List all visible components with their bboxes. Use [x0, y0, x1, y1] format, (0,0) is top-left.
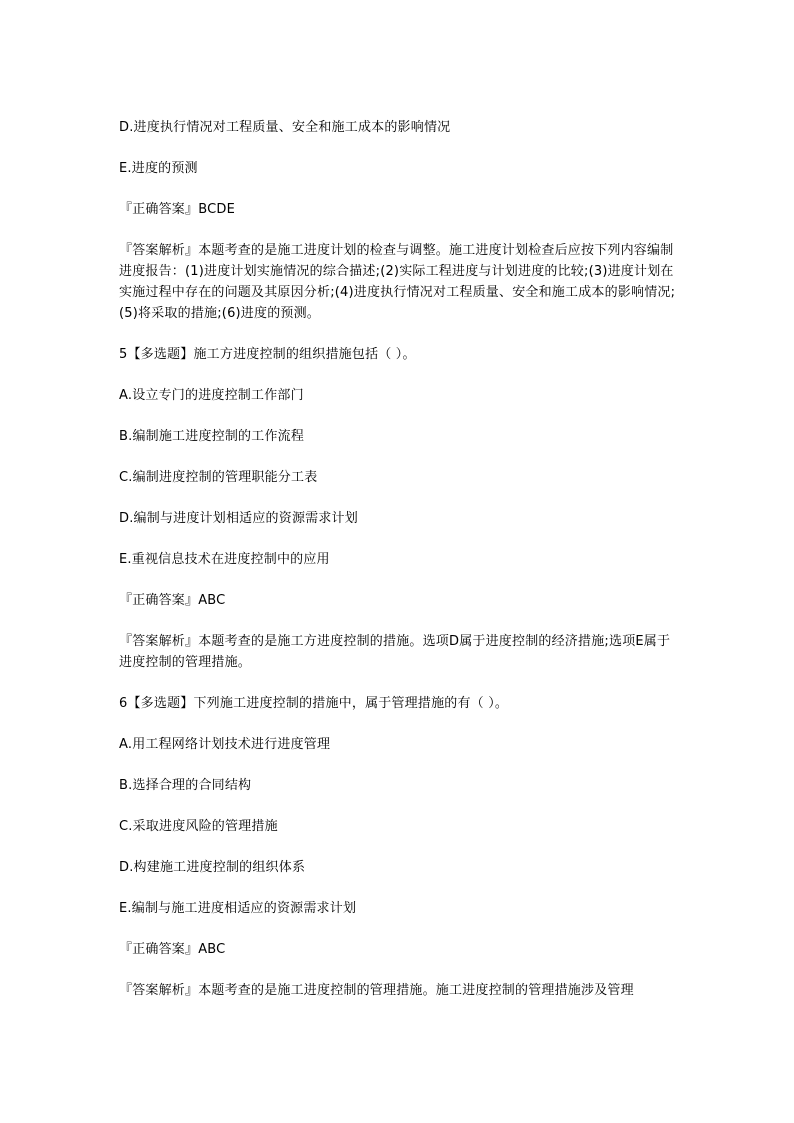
question-5-stem: 5【多选题】施工方进度控制的组织措施包括（ ）。 — [119, 347, 416, 362]
answer-analysis-q4: 『答案解析』本题考查的是施工进度计划的检查与调整。施工进度计划检查后应按下列内容编制进度报告：(1)进度计划实施情况的综合描述;(2)实际工程进度与计划进度的比较;(3)进度计划在实施过程中存在的问题及其原因分析;(4)进度执行情况对工程质量、安全和施工成本的影响情况;(5)将采取的措施;(6)进度的预测。 — [119, 243, 676, 321]
option-e-q6: E.编制与施工进度相适应的资源需求计划 — [119, 901, 357, 916]
option-e-q4: E.进度的预测 — [119, 161, 198, 176]
option-c-q6: C.采取进度风险的管理措施 — [119, 819, 278, 834]
correct-answer-q5: 『正确答案』ABC — [119, 593, 226, 608]
answer-analysis-q6: 『答案解析』本题考查的是施工进度控制的管理措施。施工进度控制的管理措施涉及管理 — [119, 983, 634, 998]
option-b-q5: B.编制施工进度控制的工作流程 — [119, 429, 305, 444]
question-6-stem: 6【多选题】下列施工进度控制的措施中，属于管理措施的有（ ）。 — [119, 696, 509, 711]
option-b-q6: B.选择合理的合同结构 — [119, 778, 252, 793]
option-c-q5: C.编制进度控制的管理职能分工表 — [119, 470, 318, 485]
option-a-q6: A.用工程网络计划技术进行进度管理 — [119, 737, 331, 752]
correct-answer-q4: 『正确答案』BCDE — [119, 202, 235, 217]
option-a-q5: A.设立专门的进度控制工作部门 — [119, 388, 304, 403]
option-e-q5: E.重视信息技术在进度控制中的应用 — [119, 552, 330, 567]
option-d-q5: D.编制与进度计划相适应的资源需求计划 — [119, 511, 358, 526]
correct-answer-q6: 『正确答案』ABC — [119, 942, 226, 957]
option-d-q4: D.进度执行情况对工程质量、安全和施工成本的影响情况 — [119, 120, 451, 135]
document-page — [119, 117, 679, 1021]
option-d-q6: D.构建施工进度控制的组织体系 — [119, 860, 306, 875]
answer-analysis-q5: 『答案解析』本题考查的是施工方进度控制的措施。选项D属于进度控制的经济措施;选项E属于进度控制的管理措施。 — [119, 634, 671, 670]
